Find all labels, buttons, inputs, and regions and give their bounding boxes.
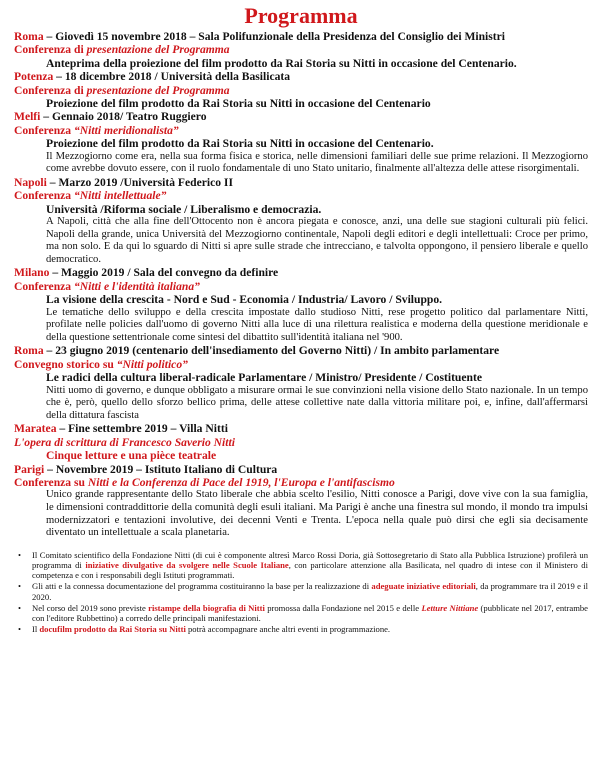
note-text: Nel corso del 2019 sono previste [32,602,149,613]
event-roma-2 [14,344,588,422]
event-conference [14,358,588,371]
event-subtitle: Università /Riforma sociale / Liberalismo e democrazia. [46,202,322,216]
note-text: Gli atti e la connessa documentazione del programma costituiranno la base per la realizzazione di [32,581,372,592]
note-highlight: Letture Nittiane [421,602,479,613]
event-header [14,110,588,123]
event-place: Parigi [14,462,45,476]
conference-title: L'opera di scrittura di Francesco Saverio Nitti [14,435,235,449]
event-conference [14,189,588,202]
note-item [18,603,588,623]
event-subtitle: Anteprima della proiezione del film prodotto da Rai Storia su Nitti in occasione del Centenario. [46,56,517,70]
conference-title: “Nitti politico” [116,357,188,371]
note-highlight: adeguate iniziative editoriali [371,581,476,592]
conference-prefix: Convegno storico su [14,357,117,371]
conference-title: “Nitti intellettuale” [74,189,167,203]
conference-prefix: Conferenza [14,189,74,203]
event-header [14,422,588,435]
event-conference [14,84,588,97]
event-conference [14,124,588,137]
event-subtitle: La visione della crescita - Nord e Sud - Economia / Industria/ Lavoro / Sviluppo. [46,293,443,307]
event-description: Le tematiche dello sviluppo e della crescita impostate dallo studioso Nitti, rese progetto politico dal parlamentare Nitti, profilate nelle policies dall'uomo di governo Nitti alla luce di una rilettura realistica e moderna della questione meridionale e della questione settentrionale come sintesi del dibattito sull'identità italiana nel '900. [46,306,588,343]
event-place: Maratea [14,422,57,436]
bullet-icon: • [18,581,22,592]
event-roma-1 [14,30,588,70]
event-date-venue: – Marzo 2019 /Università Federico II [46,175,233,189]
event-date-venue: – Maggio 2019 / Sala del convegno da definire [49,266,279,280]
note-text: potrà accompagnare anche altri eventi in programmazione. [185,624,391,635]
conference-title: “Nitti meridionalista” [74,123,179,137]
bullet-icon: • [18,549,22,560]
event-description: A Napoli, città che alla fine dell'Ottocento non è ancora piegata e conosce, anzi, una delle sue stagioni culturali più felici. Napoli della grande, unica Università del Mezzogiorno continentale, Napoli degli editori e degli intellettuali: Croce per primo, ma non solo. E da qui lo sguardo di Nitti si apre sulle strade che intrecciano, e talvolta oppongono, il pensiero liberale e quello democratico. [46,216,588,265]
event-napoli [14,176,588,267]
event-place: Roma [14,344,44,358]
event-header [14,176,588,189]
note-item [18,581,588,601]
event-conference [14,476,588,489]
conference-prefix: Conferenza [14,123,74,137]
event-subtitle: Proiezione del film prodotto da Rai Storia su Nitti in occasione del Centenario [46,97,431,111]
conference-title: “Nitti e l'identità italiana” [74,279,200,293]
event-subtitle: Le radici della cultura liberal-radicale Parlamentare / Ministro/ Presidente / Costituente [46,371,482,385]
event-potenza [14,70,588,110]
bullet-icon: • [18,624,22,635]
notes-list [14,550,588,635]
conference-title: presentazione del Programma [86,43,230,57]
event-conference [14,436,588,449]
conference-prefix: Conferenza su [14,476,88,490]
conference-title: presentazione del Programma [86,83,230,97]
note-text: , da programmare tra il 2019 e il 2020. [32,581,589,602]
conference-prefix: Conferenza di [14,83,87,97]
event-header [14,30,588,43]
event-date-venue: – Giovedì 15 novembre 2018 – Sala Polifunzionale della Presidenza del Consiglio dei Ministri [43,30,506,43]
event-place: Roma [14,30,44,43]
event-place: Melfi [14,110,41,124]
note-highlight: iniziative divulgative da svolgere nelle Scuole Italiane [85,560,289,571]
conference-prefix: Conferenza di [14,43,87,57]
page-title: Programma [244,3,358,28]
event-place: Napoli [14,175,47,189]
event-header [14,70,588,83]
event-melfi [14,110,588,175]
event-header [14,463,588,476]
note-text: Il Comitato scientifico della Fondazione Nitti (di cui è componente altresì Marco Rossi Doria, già Sottosegretario di Stato alla Pubblica Istruzione) profilerà un programma di [32,549,588,571]
note-text: Il [32,624,40,635]
note-text: , con particolare attenzione alla Basilicata, nel quadro di intese con il Ministero di competenza e con i responsabili degli Istituti programmati. [32,560,588,581]
event-place: Milano [14,266,50,280]
conference-prefix: Conferenza [14,279,74,293]
event-description: Unico grande rappresentante dello Stato liberale che abbia scelto l'esilio, Nitti conosce a Parigi, dove vive con la sua famiglia, le dimensioni contraddittorie della comunità degli esuli italiani. Ma Parigi è anche una finestra sul mondo, il mondo tra impulsi modernizzatori e tentazioni involutive, dei decenni Venti e Trenta. L'epoca nella quale può dirsi che egli sia decisamente diventato un intellettuale a scala planetaria. [46,489,588,539]
event-subtitle: Cinque letture e una pièce teatrale [46,449,217,463]
event-conference [14,280,588,293]
note-highlight: docufilm prodotto da Rai Storia su Nitti [39,624,186,635]
event-date-venue: – 23 giugno 2019 (centenario dell'insediamento del Governo Nitti) / In ambito parlamentare [43,344,500,358]
event-date-venue: – 18 dicembre 2018 / Università della Basilicata [53,70,291,84]
note-item [18,550,588,581]
event-description: Il Mezzogiorno come era, nella sua forma fisica e storica, nelle dimensioni familiari delle sue prime relazioni. Il Mezzogiorno come avrebbe dovuto essere, con il ruolo fondamentale di uno Stato unitario, finalmente all'altezza delle attese risorgimentali. [46,150,588,175]
note-text: promossa dalla Fondazione nel 2015 e delle [264,602,422,613]
note-highlight: ristampe della biografia di Nitti [148,602,265,613]
event-place: Potenza [14,70,54,84]
note-text: (pubblicate nel 2017, entrambe con l'editore Rubbettino) a corredo delle principali manifestazioni. [32,602,588,624]
bullet-icon: • [18,602,22,613]
note-item [18,624,588,634]
event-date-venue: – Novembre 2019 – Istituto Italiano di Cultura [44,462,278,476]
event-conference [14,43,588,56]
event-maratea [14,422,588,462]
event-date-venue: – Gennaio 2018/ Teatro Ruggiero [40,110,207,124]
event-header [14,266,588,279]
event-parigi [14,463,588,540]
event-milano [14,266,588,344]
conference-title: Nitti e la Conferenza di Pace del 1919, l'Europa e l'antifascismo [87,476,395,490]
event-date-venue: – Fine settembre 2019 – Villa Nitti [56,422,228,436]
event-description: Nitti uomo di governo, e dunque obbligato a misurare ormai le sue convinzioni nella visione dello Stato nazionale. In un tempo che è, però, quello dello sforzo bellico prima, delle attese collettive nate dalla vittoria militare poi, e, infine, dall'affermarsi della dittatura fascista [46,384,588,421]
event-header [14,344,588,357]
event-subtitle: Proiezione del film prodotto da Rai Storia su Nitti in occasione del Centenario. [46,137,434,151]
